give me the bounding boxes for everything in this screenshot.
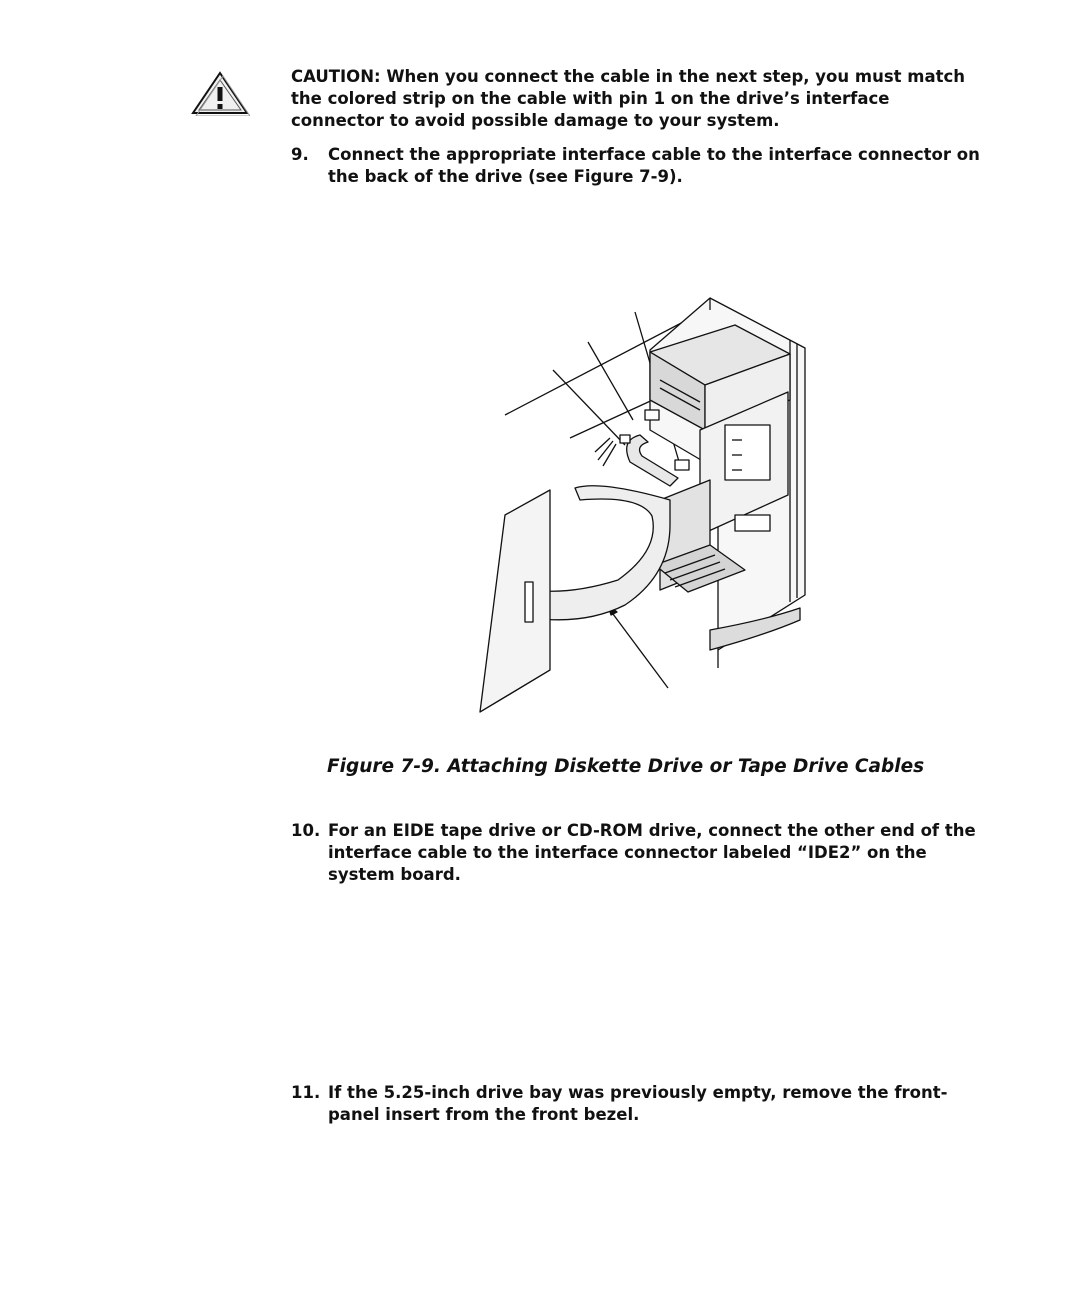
caution-triangle-icon: [190, 70, 250, 116]
step-number: 9.: [291, 145, 309, 164]
drive-cable-illustration: [470, 290, 820, 720]
step-9: [291, 144, 981, 188]
step-text: If the 5.25-inch drive bay was previously empty, remove the front-panel insert from the front bezel.: [328, 1083, 948, 1124]
step-text: For an EIDE tape drive or CD-ROM drive, connect the other end of the interface cable to the interface connector labeled “IDE2” on the system board.: [328, 821, 976, 884]
figure-caption: Figure 7-9. Attaching Diskette Drive or Tape Drive Cables: [327, 756, 925, 777]
caution-text: CAUTION: When you connect the cable in the next step, you must match the colored strip on the cable with pin 1 on the drive’s interface connector to avoid possible damage to your system.: [291, 67, 966, 130]
step-number: 11.: [291, 1083, 321, 1102]
step-number: 10.: [291, 821, 321, 840]
step-text: Connect the appropriate interface cable to the interface connector on the back of the drive (see Figure 7-9).: [328, 145, 980, 186]
step-11: [291, 1082, 981, 1126]
step-10: [291, 820, 981, 886]
